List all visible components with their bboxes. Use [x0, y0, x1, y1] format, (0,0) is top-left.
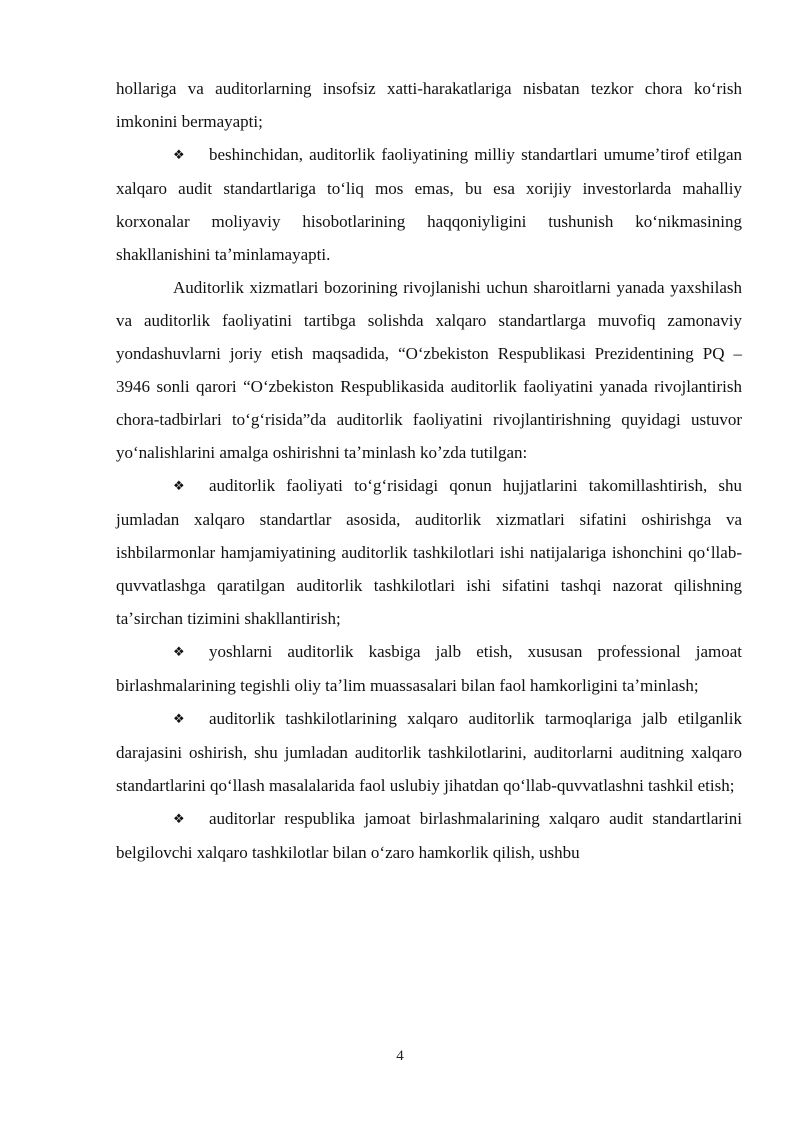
- bullet-diamond-icon: ❖: [173, 812, 185, 827]
- bullet-text: auditorlik tashkilotlarining xalqaro auditorlik tarmoqlariga jalb etilganlik darajasini oshirish, shu jumladan auditorlik tashkilotlarini, auditorlarni auditning xalqaro standartlarini qoʻllash masalalarida faol uslubiy jihatdan qoʻllab-quvvatlashni tashkil etish;: [116, 709, 742, 795]
- bullet-item-qonun: [116, 469, 742, 635]
- bullet-item-beshinchidan: [116, 138, 742, 271]
- bullet-text: beshinchidan, auditorlik faoliyatining milliy standartlari umumeʼtirof etilgan xalqaro audit standartlariga toʻliq mos emas, bu esa xorijiy investorlarda mahalliy korxonalar moliyaviy hisobotlarining haqqoniyligini tushunish koʻnikmasining shakllanishini taʼminlamayapti.: [116, 145, 742, 264]
- bullet-diamond-icon: ❖: [173, 148, 185, 163]
- bullet-text: auditorlar respublika jamoat birlashmalarining xalqaro audit standartlarini belgilovchi xalqaro tashkilotlar bilan oʻzaro hamkorlik qilish, ushbu: [116, 809, 742, 862]
- page-number: 4: [396, 1048, 404, 1064]
- document-body: [116, 72, 742, 869]
- paragraph-continuation: hollariga va auditorlarning insofsiz xatti-harakatlariga nisbatan tezkor chora koʻrish imkonini bermayapti;: [116, 79, 742, 131]
- bullet-item-tarmoqlar: [116, 702, 742, 802]
- bullet-item-hamkorlik: [116, 802, 742, 869]
- paragraph-intro: Auditorlik xizmatlari bozorining rivojlanishi uchun sharoitlarni yanada yaxshilash va auditorlik faoliyatini tartibga solishda xalqaro standartlarga muvofiq zamonaviy yondashuvlarni joriy etish maqsadida, “Oʻzbekiston Respublikasi Prezidentining PQ – 3946 sonli qarori “Oʻzbekiston Respublikasida auditorlik faoliyatini yanada rivojlantirish chora-tadbirlari toʻgʻrisida”da auditorlik faoliyatini rivojlantirishning quyidagi ustuvor yoʻnalishlarini amalga oshirishni taʼminlash koʼzda tutilgan:: [116, 278, 742, 462]
- bullet-diamond-icon: ❖: [173, 479, 185, 494]
- bullet-item-yoshlar: [116, 635, 742, 702]
- bullet-text: yoshlarni auditorlik kasbiga jalb etish, xususan professional jamoat birlashmalarining tegishli oliy taʼlim muassasalari bilan faol hamkorligini taʼminlash;: [116, 642, 742, 695]
- bullet-diamond-icon: ❖: [173, 712, 185, 727]
- bullet-text: auditorlik faoliyati toʻgʻrisidagi qonun hujjatlarini takomillashtirish, shu jumladan xalqaro standartlar asosida, auditorlik xizmatlari sifatini oshirishga va ishbilarmonlar hamjamiyatining auditorlik tashkilotlari ishi natijalariga ishonchini qoʻllab-quvvatlashga qaratilgan auditorlik tashkilotlari ishi sifatini tashqi nazorat qilishning taʼsirchan tizimini shakllantirish;: [116, 476, 742, 628]
- bullet-diamond-icon: ❖: [173, 645, 185, 660]
